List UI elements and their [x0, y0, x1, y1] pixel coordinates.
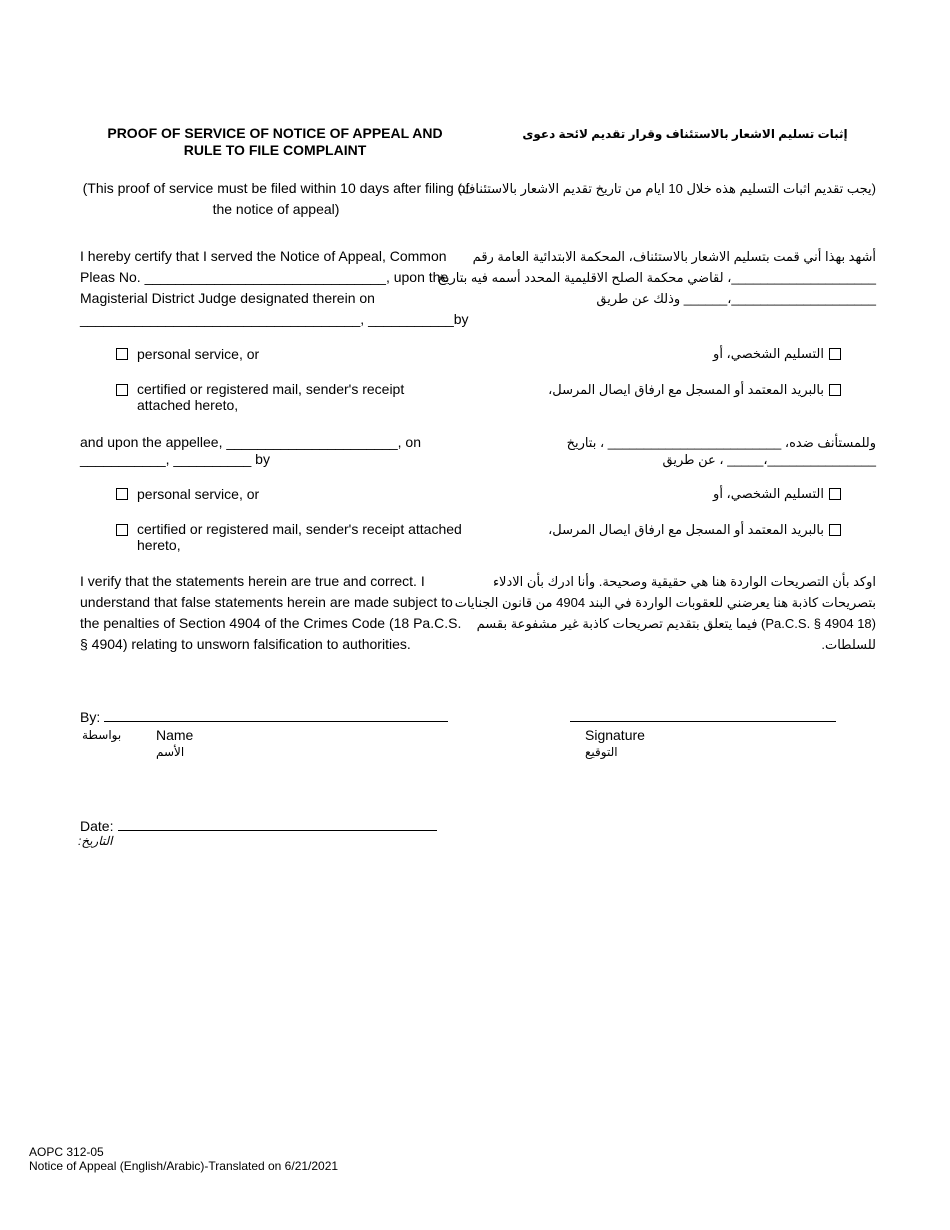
- form-number: AOPC 312-05: [29, 1145, 104, 1159]
- arabic-personal-service-checkbox-1[interactable]: [829, 348, 841, 360]
- certified-mail-checkbox-1[interactable]: [116, 384, 128, 396]
- arabic-date-label: التاريخ:: [78, 834, 113, 848]
- arabic-name-label: الأسم: [156, 745, 185, 759]
- arabic-personal-service-label-2: التسليم الشخصي، أو: [713, 486, 824, 501]
- arabic-personal-service-checkbox-2[interactable]: [829, 488, 841, 500]
- arabic-certified-mail-checkbox-1[interactable]: [829, 384, 841, 396]
- name-label: Name: [156, 727, 194, 743]
- arabic-certified-mail-label-2: بالبريد المعتمد أو المسجل مع ارفاق ايصال المرسل،: [548, 522, 824, 537]
- certified-mail-label-2: certified or registered mail, sender's receipt attached hereto,: [137, 521, 462, 553]
- english-verify-line: § 4904) relating to unsworn falsification to authorities.: [80, 636, 411, 652]
- english-appellee-line: and upon the appellee, ______________________, on: [80, 434, 421, 450]
- arabic-certified-mail-checkbox-2[interactable]: [829, 524, 841, 536]
- arabic-certified-mail-label-1: بالبريد المعتمد أو المسجل مع ارفاق ايصال المرسل،: [548, 382, 824, 397]
- arabic-appellee: [520, 434, 876, 468]
- arabic-verification: [454, 571, 876, 655]
- certified-mail-label-1: certified or registered mail, sender's receipt attached hereto,: [137, 381, 405, 413]
- by-label: By:: [80, 709, 101, 725]
- personal-service-label-2: personal service, or: [137, 486, 260, 502]
- date-label: Date:: [80, 818, 114, 834]
- certified-mail-checkbox-2[interactable]: [116, 524, 128, 536]
- arabic-certify-line: أشهد بهذا أني قمت بتسليم الاشعار بالاستئناف، المحكمة الابتدائية العامة رقم: [472, 249, 876, 264]
- personal-service-checkbox-2[interactable]: [116, 488, 128, 500]
- english-instruction: (This proof of service must be filed within 10 days after filing of the notice of appeal): [82, 180, 470, 217]
- english-verify-line: understand that false statements herein are made subject to: [80, 594, 453, 610]
- signature-label: Signature: [585, 727, 645, 743]
- arabic-verify-line: اوكد بأن التصريحات الواردة هنا هي حقيقية وصحيحة. وأنا ادرك بأن الادلاء: [492, 574, 876, 589]
- arabic-by-label: بواسطة: [82, 728, 122, 742]
- date-line[interactable]: [118, 830, 437, 831]
- form-description: Notice of Appeal (English/Arabic)-Translated on 6/21/2021: [29, 1159, 339, 1173]
- english-appellee-line: ___________, __________ by: [80, 451, 270, 467]
- personal-service-label-1: personal service, or: [137, 346, 260, 362]
- english-verification: [80, 571, 480, 655]
- english-title: PROOF OF SERVICE OF NOTICE OF APPEAL AND RULE TO FILE COMPLAINT: [107, 125, 443, 158]
- arabic-appellee-line: _______________،_____ ، عن طريق: [662, 452, 876, 467]
- signature-line[interactable]: [570, 721, 836, 722]
- arabic-certify-line: ____________________،______ وذلك عن طريق: [596, 291, 876, 306]
- arabic-instruction: (يجب تقديم اثبات التسليم هذه خلال 10 ايام من تاريخ تقديم الاشعار بالاستئناف): [457, 181, 876, 196]
- arabic-certification: [437, 246, 876, 309]
- english-certify-line: Pleas No. _______________________________, upon the: [80, 269, 449, 285]
- english-verify-line: the penalties of Section 4904 of the Crimes Code (18 Pa.C.S.: [80, 615, 462, 631]
- arabic-personal-service-label-1: التسليم الشخصي، أو: [713, 346, 824, 361]
- english-appellee: [80, 434, 480, 468]
- by-signature-line[interactable]: [104, 721, 448, 722]
- arabic-signature-label: التوقيع: [585, 745, 618, 759]
- english-certify-line: Magisterial District Judge designated therein on: [80, 290, 375, 306]
- arabic-verify-line: (18 Pa.C.S. § 4904) فيما يتعلق بتقديم تصريحات كاذبة غير مشفوعة بقسم: [476, 616, 876, 631]
- arabic-verify-line: للسلطات.: [821, 637, 876, 652]
- arabic-title: إثبات تسليم الاشعار بالاستئناف وقرار تقديم لائحة دعوى: [522, 127, 848, 141]
- personal-service-checkbox-1[interactable]: [116, 348, 128, 360]
- english-certification: [80, 246, 480, 330]
- arabic-certify-line: ____________________، لقاضي محكمة الصلح الاقليمية المحدد أسمه فيه بتاريخ: [437, 270, 876, 285]
- english-certify-line: I hereby certify that I served the Notice of Appeal, Common: [80, 248, 447, 264]
- english-verify-line: I verify that the statements herein are true and correct. I: [80, 573, 425, 589]
- arabic-appellee-line: وللمستأنف ضده، ________________________ ، بتاريخ: [566, 435, 876, 450]
- arabic-verify-line: بتصريحات كاذبة هنا يعرضني للعقوبات الواردة في البند 4904 من قانون الجنايات: [454, 595, 876, 610]
- english-certify-line: ____________________________________, ___________by: [80, 311, 469, 327]
